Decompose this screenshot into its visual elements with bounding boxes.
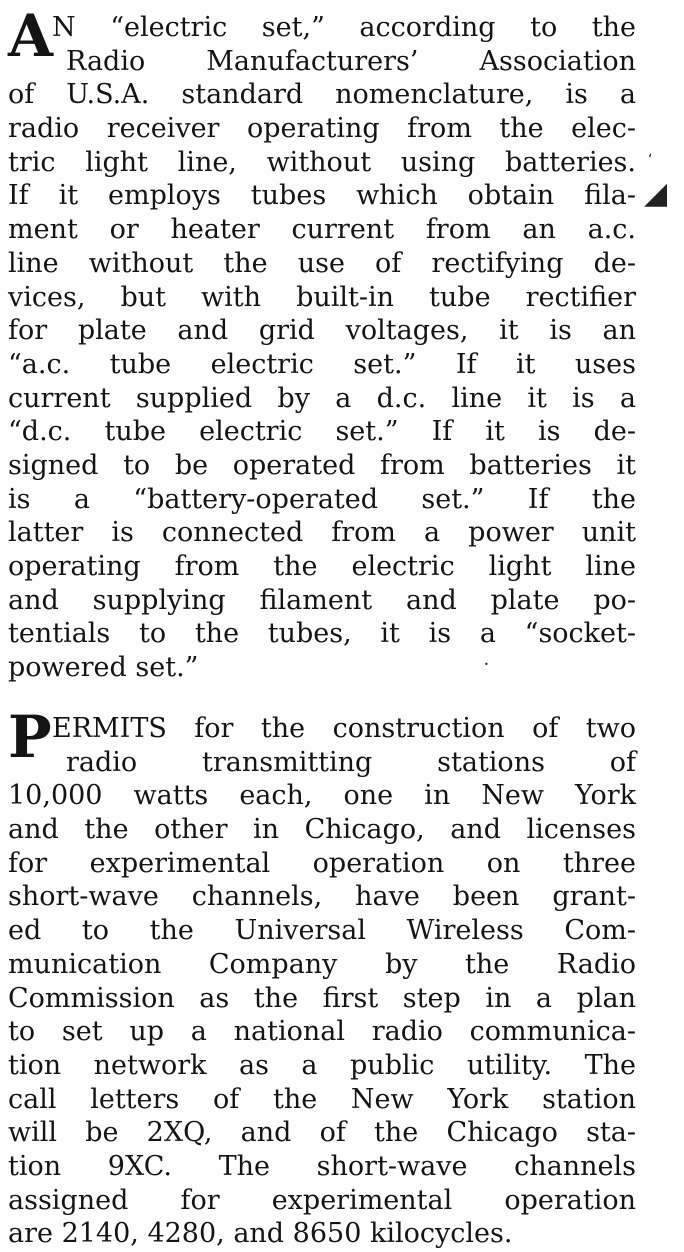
- text-line: is a “battery-operated set.” If the: [8, 483, 636, 515]
- text-line: operating from the electric light line: [8, 551, 636, 582]
- text-line: line without the use of rectifying de-: [8, 247, 636, 279]
- paragraph-electric-set: [8, 2, 636, 685]
- text-line: call letters of the New York station: [8, 1083, 636, 1115]
- text-line: are 2140, 4280, and 8650 kilocycles.: [8, 1218, 513, 1250]
- text-line: tion network as a public utility. The: [8, 1049, 636, 1081]
- print-speck: ‘: [648, 152, 653, 168]
- text-line: 10,000 watts each, one in New York: [8, 780, 636, 812]
- drop-cap: A: [8, 2, 54, 70]
- text-line: ment or heater current from an a.c.: [8, 214, 636, 246]
- text-line: powered set.”: [8, 652, 199, 684]
- text-line: “a.c. tube electric set.” If it uses: [8, 348, 636, 380]
- text-line: radio receiver operating from the elec-: [8, 113, 636, 145]
- text-line: ERMITS for the construction of two: [52, 713, 636, 744]
- text-line: to set up a national radio communica-: [8, 1016, 636, 1048]
- text-line: tric light line, without using batteries.: [8, 146, 636, 178]
- text-line: radio transmitting stations of: [66, 746, 636, 778]
- text-line: latter is connected from a power unit: [8, 517, 636, 549]
- text-line: for plate and grid voltages, it is an: [8, 315, 636, 347]
- text-line: Radio Manufacturers’ Association: [66, 45, 636, 77]
- text-line: will be 2XQ, and of the Chicago sta-: [8, 1117, 636, 1149]
- print-speck: •: [484, 660, 489, 669]
- text-line: for experimental operation on three: [8, 847, 636, 879]
- text-line: munication Company by the Radio: [8, 948, 636, 980]
- text-line: of U.S.A. standard nomenclature, is a: [8, 79, 636, 111]
- text-line: signed to be operated from batteries it: [8, 449, 636, 481]
- print-speck: ◢: [644, 176, 668, 211]
- drop-cap: P: [8, 703, 52, 771]
- text-line: vices, but with built-in tube rectifier: [8, 281, 636, 313]
- paragraph-permits: [8, 703, 636, 1251]
- text-line: N “electric set,” according to the: [52, 12, 636, 43]
- text-line: assigned for experimental operation: [8, 1184, 636, 1216]
- text-line: “d.c. tube electric set.” If it is de-: [8, 416, 636, 448]
- text-line: Commission as the first step in a plan: [8, 982, 636, 1014]
- text-line: short-wave channels, have been grant-: [8, 881, 636, 913]
- text-line: and the other in Chicago, and licenses: [8, 814, 636, 846]
- text-line: current supplied by a d.c. line it is a: [8, 382, 636, 414]
- text-line: and supplying filament and plate po-: [8, 584, 636, 616]
- text-line: tentials to the tubes, it is a “socket-: [8, 618, 636, 650]
- text-line: tion 9XC. The short-wave channels: [8, 1150, 636, 1182]
- text-line: If it employs tubes which obtain fila-: [8, 180, 636, 212]
- text-line: ed to the Universal Wireless Com-: [8, 915, 636, 947]
